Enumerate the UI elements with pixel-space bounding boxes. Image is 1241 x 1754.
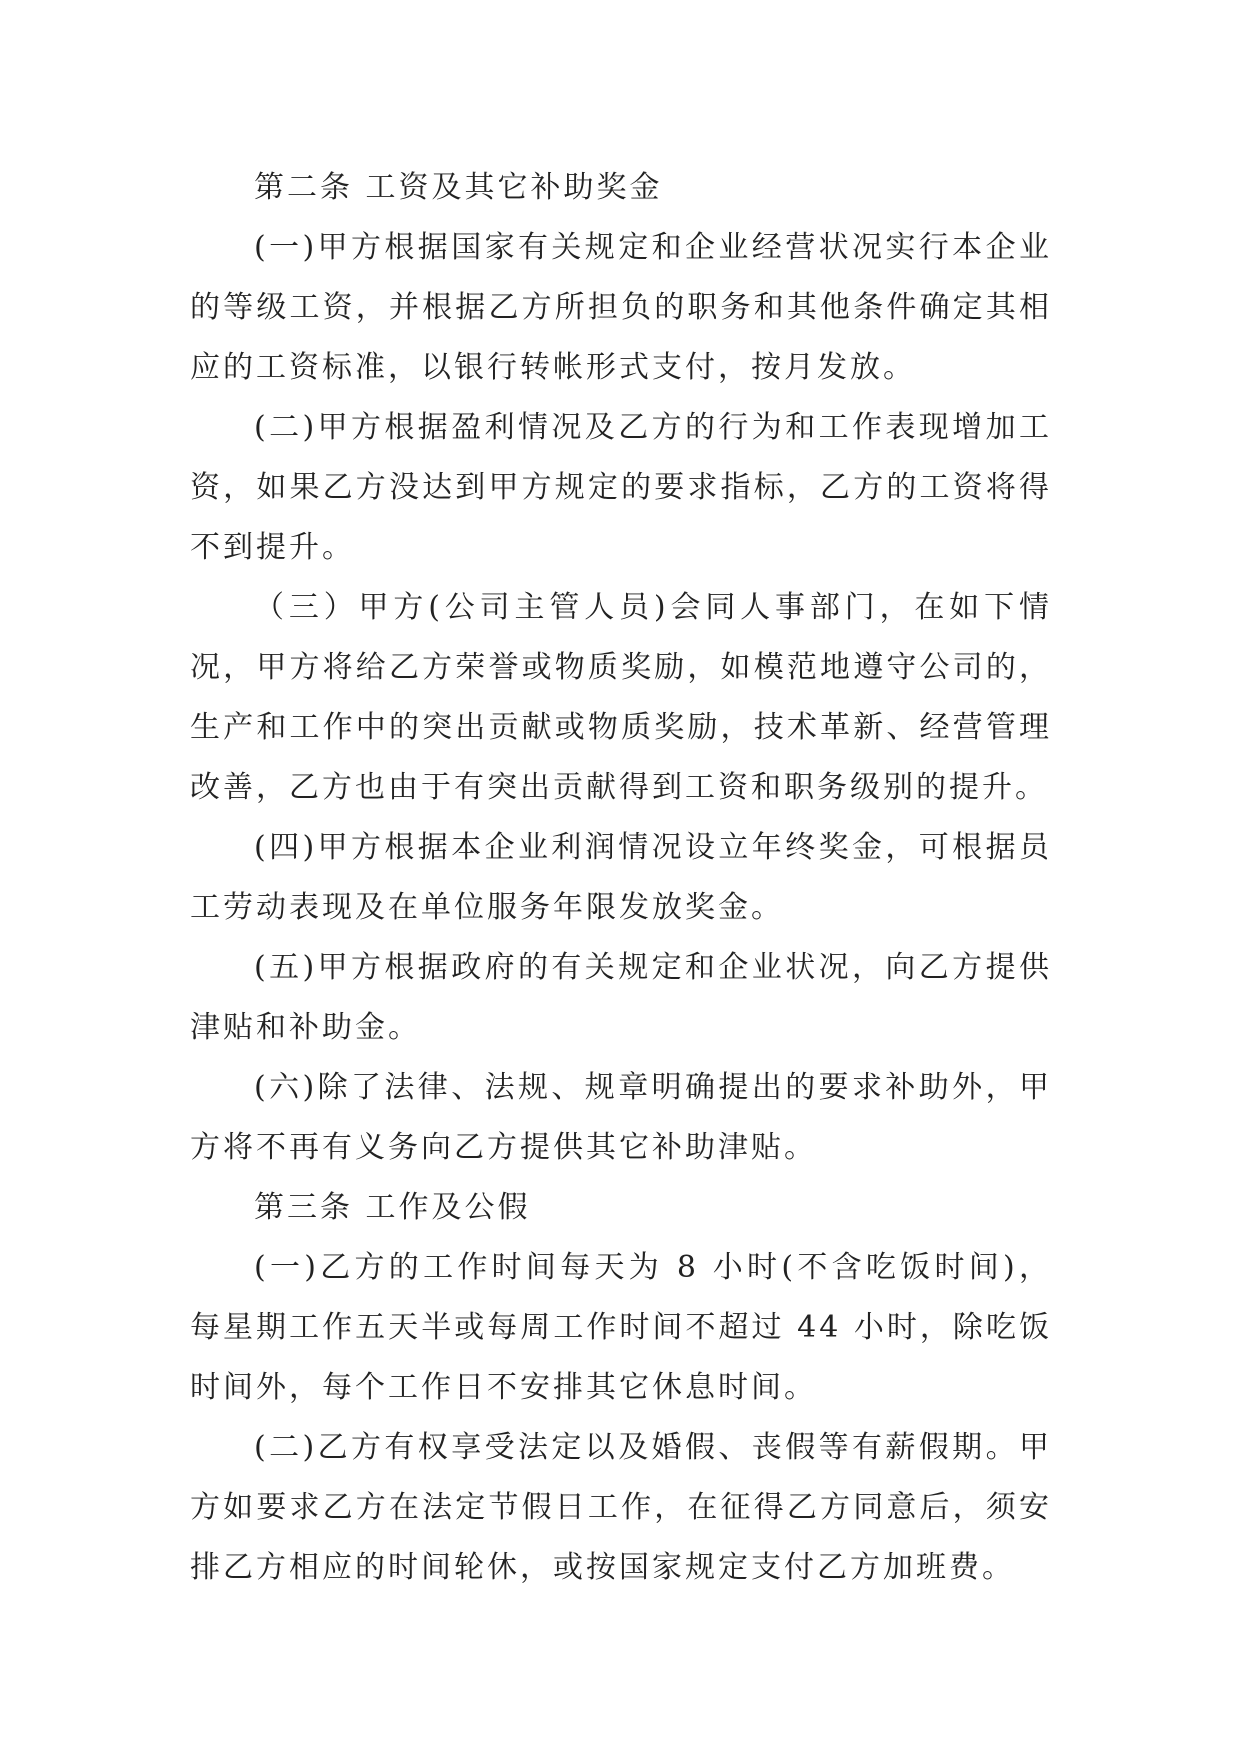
article-3-clause-2: (二)乙方有权享受法定以及婚假、丧假等有薪假期。甲方如要求乙方在法定节假日工作，在征得乙方同意后，须安排乙方相应的时间轮休，或按国家规定支付乙方加班费。 [190, 1430, 1052, 1585]
article-2-clause-2: (二)甲方根据盈利情况及乙方的行为和工作表现增加工资，如果乙方没达到甲方规定的要求指标，乙方的工资将得不到提升。 [190, 410, 1052, 565]
article-2-clause-5: (五)甲方根据政府的有关规定和企业状况，向乙方提供津贴和补助金。 [190, 950, 1052, 1045]
article-3-heading: 第三条 工作及公假 [254, 1190, 531, 1225]
article-3-clause-1: (一)乙方的工作时间每天为 8 小时(不含吃饭时间)，每星期工作五天半或每周工作时间不超过 44 小时，除吃饭时间外，每个工作日不安排其它休息时间。 [190, 1250, 1052, 1405]
article-2-clause-4: (四)甲方根据本企业利润情况设立年终奖金，可根据员工劳动表现及在单位服务年限发放奖金。 [190, 830, 1052, 925]
article-2-heading: 第二条 工资及其它补助奖金 [254, 170, 663, 205]
article-2-clause-6: (六)除了法律、法规、规章明确提出的要求补助外，甲方将不再有义务向乙方提供其它补助津贴。 [190, 1070, 1052, 1165]
document-body [190, 158, 1052, 1598]
article-2-clause-3: （三）甲方(公司主管人员)会同人事部门，在如下情况，甲方将给乙方荣誉或物质奖励，如模范地遵守公司的，生产和工作中的突出贡献或物质奖励，技术革新、经营管理改善，乙方也由于有突出贡献得到工资和职务级别的提升。 [190, 590, 1052, 805]
article-2-clause-1: (一)甲方根据国家有关规定和企业经营状况实行本企业的等级工资，并根据乙方所担负的职务和其他条件确定其相应的工资标准，以银行转帐形式支付，按月发放。 [190, 230, 1052, 385]
